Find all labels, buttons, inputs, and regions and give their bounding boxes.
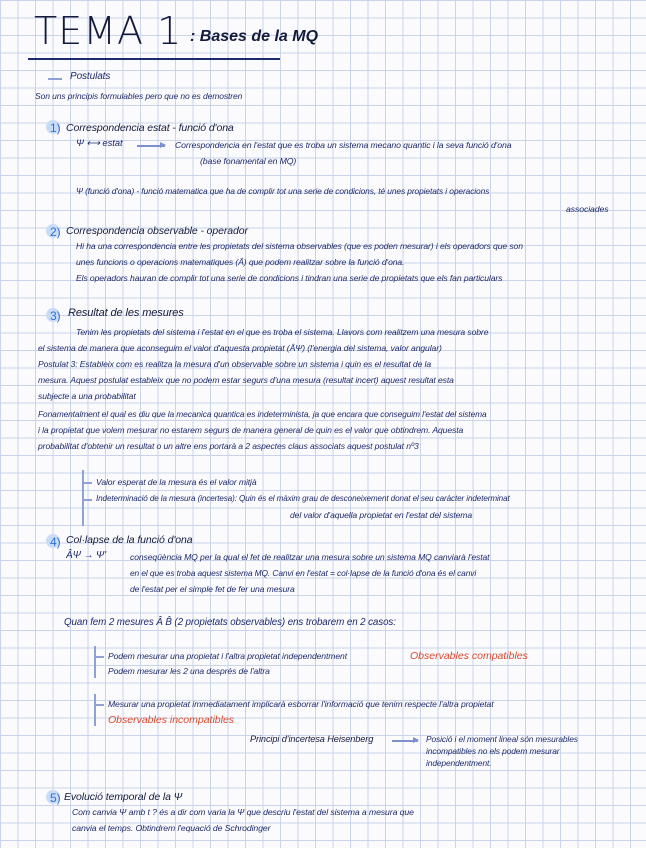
section-3-bullet1: Valor esperat de la mesura és el valor mitjà [96,477,257,487]
section-3-bullet-bar [82,470,84,526]
heisenberg-label: Principi d'incertesa Heisenberg [250,734,374,744]
bullet-1-dash [82,482,92,484]
section-4-heading: Col·lapse de la funció d'ona [66,534,193,546]
postulats-heading: Postulats [70,71,111,82]
section-4-line2: en el que es troba aquest sistema MQ. Canvi en l'estat = col·lapse de la funció d'ona és el canvi [130,568,477,578]
section-5-line2: canvia el temps. Obtindrem l'equació de Schrodinger [72,823,271,833]
section-5-line1: Com canvia Ψ amb t ? és a dir com varia la Ψ que descriu l'estat del sistema a mesura que [72,807,414,817]
section-2-line1: Hi ha una correspondencia entre les propietats del sistema observables (que es poden mesurar) i els operadors que son [76,241,523,251]
section-3-line4: mesura. Aquest postulat estableix que no podem estar segurs d'una mesura (resultat incert) aquest resultat esta [38,375,454,385]
section-4-number: 4) [50,535,61,549]
title-underline [28,58,280,60]
postulats-intro: Son uns principis formulables pero que no es demostren [35,91,243,101]
section-5-number: 5) [50,791,61,805]
section-1-arrow [137,145,165,147]
section-1-text4: associades [566,204,609,214]
section-2-number: 2) [50,225,61,239]
section-3-line5: subjecte a una probabilitat [38,391,136,401]
section-3-line1: Tenim les propietats del sistema i l'estat en el que es troba el sistema. Llavors com realitzem una mesura sobre [76,327,489,337]
section-4-question: Quan fem 2 mesures Â B̂ (2 propietats observables) ens trobarem en 2 casos: [64,617,396,628]
case-2-label: Observables incompatibles [108,714,235,726]
section-1-number: 1) [50,121,61,135]
section-1-left: Ψ ⟷ estat [76,138,123,149]
section-4-left: ÂΨ → Ψ' [66,550,107,561]
section-3-bullet2b: del valor d'aquella propietat en l'estat del sistema [290,510,473,520]
case-2-bar [94,694,96,726]
heisenberg-note: Posició i el moment lineal són mesurables incompatibles no els podem mesurar independentment. [426,734,578,768]
postulats-dash [48,78,62,80]
case-2-text: Mesurar una propietat immediatament implicarà esborrar l'informació que tenim respecte l'altra propietat [108,699,494,709]
section-1-heading: Correspondencia estat - funció d'ona [66,122,234,134]
section-3-line8: probabilitat d'obtenir un resultat o un altre ens portarà a 2 aspectes claus associats aquest postulat nº3 [38,441,419,451]
section-3-line3: Postulat 3: Estableix com es realitza la mesura d'un observable sobre un sistema i quin es el resultat de la [38,359,432,369]
case-1-dash [94,656,104,658]
case-1-bar [94,646,96,678]
page-subtitle: : Bases de la MQ [190,28,319,45]
case-2-dash [94,704,104,706]
case-1-text-a: Podem mesurar una propietat i l'altra propietat independentment [108,651,347,661]
section-3-heading: Resultat de les mesures [68,307,184,319]
section-2-heading: Correspondencia observable - operador [66,225,248,237]
section-3-line7: i la propietat que volem mesurar no estarem segurs de manera general de quin es el valor que obtindrem. Aquesta [38,425,464,435]
section-4-line3: de l'estat per el simple fet de fer una mesura [130,584,295,594]
heisenberg-arrow [392,740,418,742]
section-2-line3: Els operadors hauran de complir tot una serie de condicions i tindran una serie de propietats que els fan particulars [76,273,503,283]
page-title: TEMA 1 [34,9,183,53]
section-1-text2: (base fonamental en MQ) [200,156,297,166]
section-3-number: 3) [50,309,61,323]
section-1-text1: Correspondencia en l'estat que es troba un sistema mecano quantic i la seva funció d'ona [175,140,512,150]
section-4-line1: conseqüència MQ per la qual el fet de realitzar una mesura sobre un sistema MQ canviarà l'estat [130,552,490,562]
section-3-line2: el sistema de manera que aconseguim el valor d'aquesta propietat (ÂΨ) (l'energia del sistema, valor angular) [38,343,442,353]
section-1-text3: Ψ (funció d'ona) - funció matematica que ha de complir tot una serie de condicions, té unes propietats i operacions [76,186,490,196]
case-1-text-b: Podem mesurar les 2 una després de l'altra [108,666,270,676]
section-5-heading: Evolució temporal de la Ψ [64,791,183,803]
section-2-line2: unes funcions o operacions matematiques (Â) que podem realitzar sobre la funció d'ona. [76,257,405,267]
bullet-2-dash [82,499,92,501]
section-3-line6: Fonamentalment el qual es diu que la mecanica quantica es indeterminista, ja que encara que conseguim l'estat del sistema [38,409,487,419]
case-1-label: Observables compatibles [410,650,528,662]
section-3-bullet2a: Indeterminació de la mesura (incertesa): Quin és el màxim grau de desconeixement donat el seu caràcter indeterminat [96,494,510,503]
